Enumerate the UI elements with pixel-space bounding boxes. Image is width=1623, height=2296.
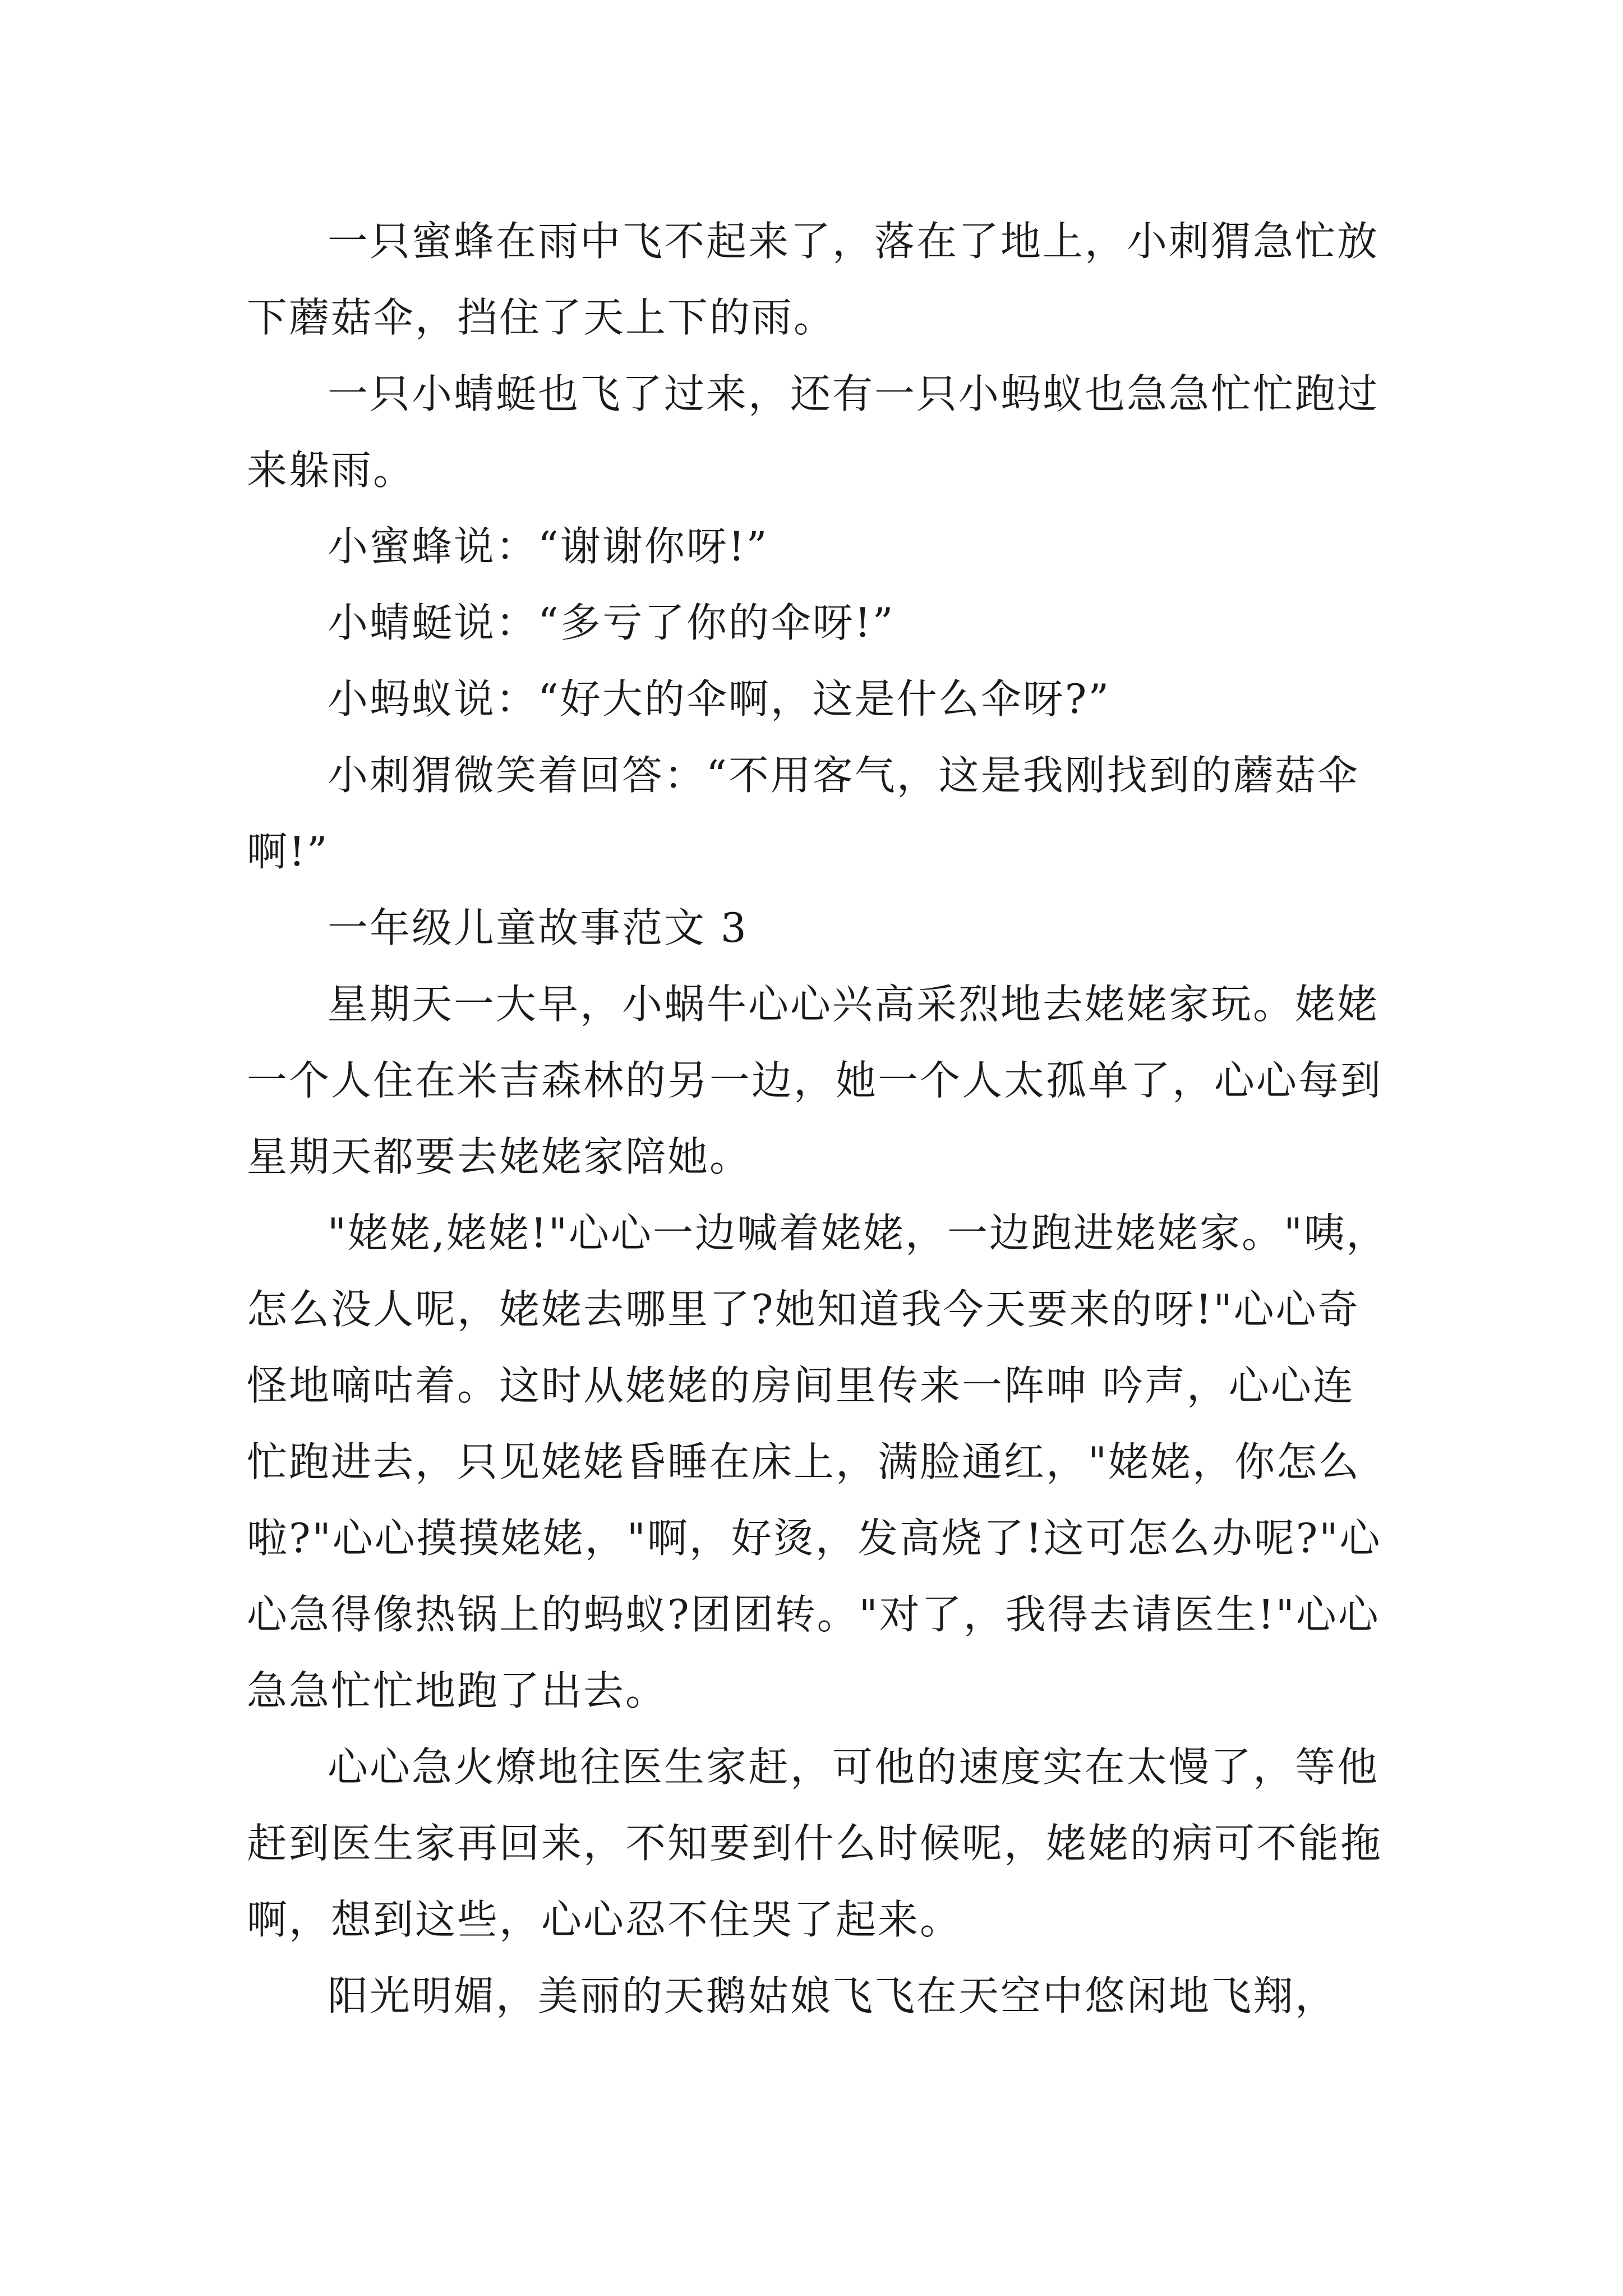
- paragraph-snail-cries: 心心急火燎地往医生家赶，可他的速度实在太慢了，等他赶到医生家再回来，不知要到什么时候呢，姥姥的病可不能拖啊，想到这些，心心忍不住哭了起来。: [247, 1743, 1383, 1943]
- paragraph-grandma-sick: "姥姥,姥姥!"心心一边喊着姥姥，一边跑进姥姥家。"咦，怎么没人呢，姥姥去哪里了?她知道我今天要来的呀!"心心奇怪地嘀咕着。这时从姥姥的房间里传来一阵呻 吟声，心心连忙跑进去，只见姥姥昏睡在床上，满脸通红，"姥姥，你怎么啦?"心心摸摸姥姥，"啊，好烫，发高烧了!这可怎么办呢?"心心急得像热锅上的蚂蚁?团团转。"对了，我得去请医生!"心心急急忙忙地跑了出去。: [247, 1209, 1389, 1714]
- paragraph-ant-speech: 小蚂蚁说：“好大的伞啊，这是什么伞呀?”: [328, 675, 1111, 723]
- paragraph-dragonfly-ant: 一只小蜻蜓也飞了过来，还有一只小蚂蚁也急急忙忙跑过来躲雨。: [247, 370, 1380, 494]
- paragraph-hedgehog-reply: 小刺猬微笑着回答：“不用客气，这是我刚找到的蘑菇伞啊!”: [247, 752, 1359, 875]
- paragraph-bee: 一只蜜蜂在雨中飞不起来了，落在了地上，小刺猬急忙放下蘑菇伞，挡住了天上下的雨。: [247, 218, 1380, 341]
- paragraph-snail-intro: 星期天一大早，小蜗牛心心兴高采烈地去姥姥家玩。姥姥一个人住在米吉森林的另一边，她一个人太孤单了，心心每到星期天都要去姥姥家陪她。: [247, 981, 1383, 1180]
- document-body: [247, 203, 1396, 2034]
- paragraph-bee-speech: 小蜜蜂说：“谢谢你呀!”: [328, 523, 769, 570]
- paragraph-dragonfly-speech: 小蜻蜓说：“多亏了你的伞呀!”: [328, 599, 895, 646]
- paragraph-swan: 阳光明媚，美丽的天鹅姑娘飞飞在天空中悠闲地飞翔，: [328, 1972, 1338, 2019]
- section-heading: 一年级儿童故事范文 3: [328, 904, 748, 951]
